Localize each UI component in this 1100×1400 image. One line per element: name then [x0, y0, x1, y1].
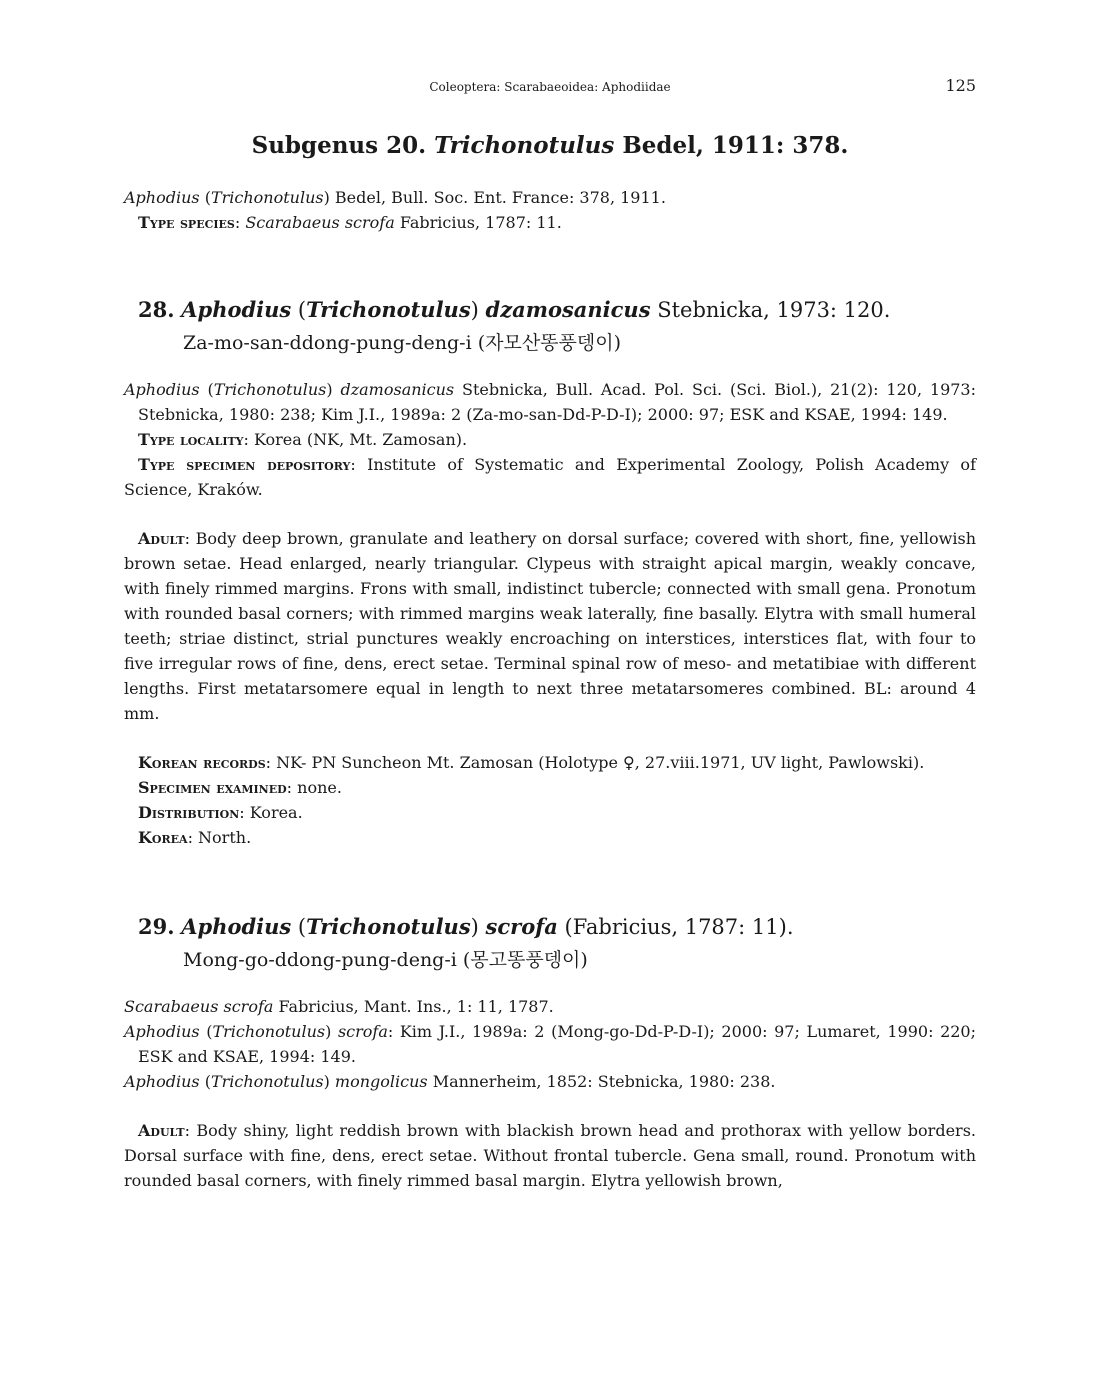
synonymy-entry: Aphodius (Trichonotulus) dzamosanicus Stebnicka, Bull. Acad. Pol. Sci. (Sci. Biol.), 21(2): 120, 1973: Stebnicka, 1980: 238; Kim J.I., 1989a: 2 (Za-mo-san-Dd-P-D-I); 2000: 97; ESK and KSAE, 1994: 149.	[124, 380, 977, 424]
species-heading-28: 28. Aphodius (Trichonotulus) dzamosanicus Stebnicka, 1973: 120. Za-mo-san-ddong-pung-deng-i (자모산똥풍뎅이)	[124, 297, 976, 355]
species-29-synonymy	[124, 994, 976, 1094]
species-heading-29: 29. Aphodius (Trichonotulus) scrofa (Fabricius, 1787: 11). Mong-go-ddong-pung-deng-i (몽고똥풍뎅이)	[124, 914, 976, 972]
specimen-examined: Specimen examined: none.	[138, 778, 342, 797]
korean-records: Korean records: NK- PN Suncheon Mt. Zamosan (Holotype ♀, 27.viii.1971, UV light, Pawlowski).	[138, 753, 925, 772]
synonymy-entry: Aphodius (Trichonotulus) scrofa: Kim J.I., 1989a: 2 (Mong-go-Dd-P-D-I); 2000: 97; Lumaret, 1990: 220; ESK and KSAE, 1994: 149.	[124, 1022, 976, 1066]
subgenus-title: Subgenus 20. Trichonotulus Bedel, 1911: 378.	[251, 132, 849, 159]
korea: Korea: North.	[138, 828, 252, 847]
adult-description-28: Adult: Body deep brown, granulate and leathery on dorsal surface; covered with short, fine, yellowish brown setae. Head enlarged, nearly triangular. Clypeus with straight apical margin, weakly concave, with finely rimmed margins. Frons with small, indistinct tubercle; connected with small gena. Pronotum with rounded basal corners; with rimmed margins weak laterally, fine basally. Elytra with small humeral teeth; striae distinct, strial punctures weakly encroaching on interstices, interstices flat, with four to five irregular rows of fine, dens, erect setae. Terminal spinal row of meso- and metatibiae with different lengths. First metatarsomere equal in length to next three metatarsomeres combined. BL: around 4 mm.	[124, 529, 976, 723]
running-head	[124, 76, 976, 98]
synonymy-entry: Scarabaeus scrofa Fabricius, Mant. Ins., 1: 11, 1787.	[124, 997, 554, 1016]
page	[124, 76, 976, 1193]
type-species: Type species: Scarabaeus scrofa Fabricius, 1787: 11.	[138, 213, 562, 232]
adult-description-29: Adult: Body shiny, light reddish brown with blackish brown head and prothorax with yellow borders. Dorsal surface with fine, dens, erect setae. Without frontal tubercle. Gena small, round. Pronotum with rounded basal corners, with finely rimmed basal margin. Elytra yellowish brown,	[124, 1121, 976, 1190]
species-28-records	[124, 750, 976, 850]
common-name: Mong-go-ddong-pung-deng-i (몽고똥풍뎅이)	[183, 949, 588, 971]
page-number: 125	[945, 76, 976, 95]
type-depository: Type specimen depository: Institute of Systematic and Experimental Zoology, Polish Academy of Science, Kraków.	[124, 455, 976, 499]
distribution: Distribution: Korea.	[138, 803, 303, 822]
synonymy-entry: Aphodius (Trichonotulus) mongolicus Mannerheim, 1852: Stebnicka, 1980: 238.	[124, 1072, 776, 1091]
common-name: Za-mo-san-ddong-pung-deng-i (자모산똥풍뎅이)	[183, 332, 622, 354]
species-28-synonymy	[124, 377, 976, 502]
running-title: Coleoptera: Scarabaeoidea: Aphodiidae	[429, 80, 671, 94]
subgenus-reference: Aphodius (Trichonotulus) Bedel, Bull. Soc. Ent. France: 378, 1911.	[124, 188, 666, 207]
type-locality: Type locality: Korea (NK, Mt. Zamosan).	[138, 430, 468, 449]
